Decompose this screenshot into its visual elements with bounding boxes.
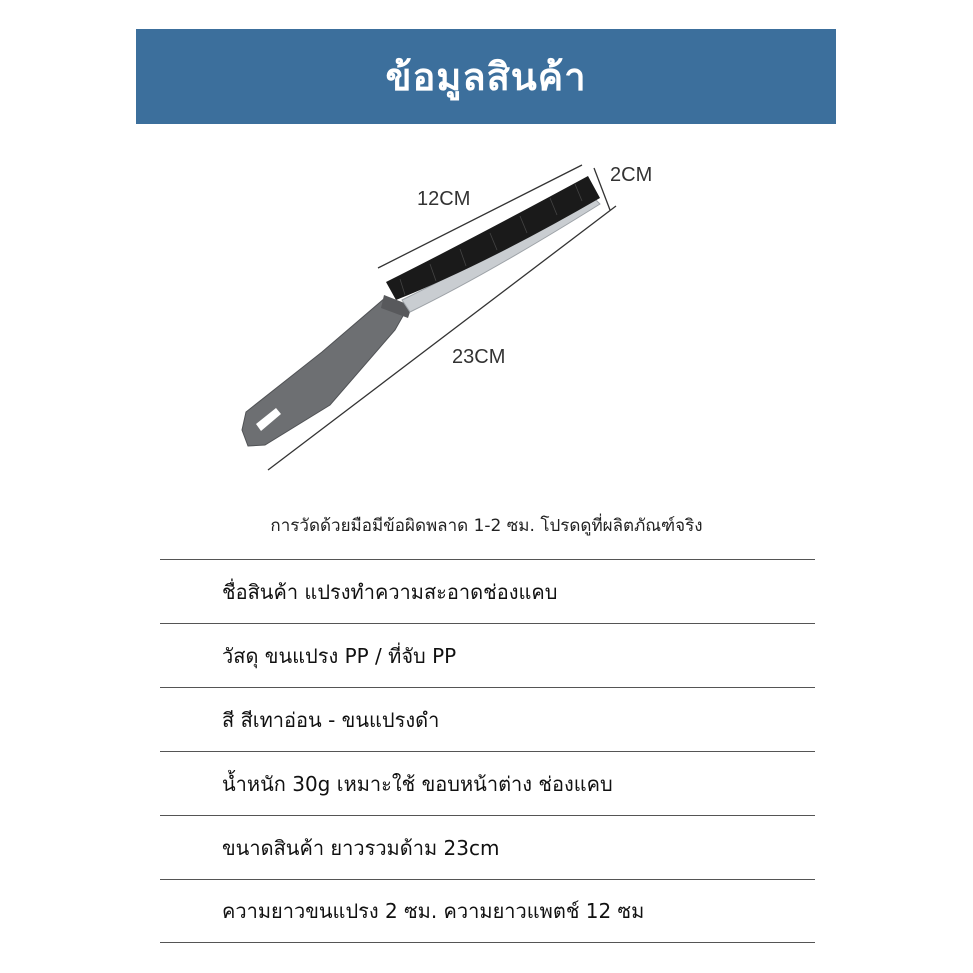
spec-row-color: สี สีเทาอ่อน - ขนแปรงดำ <box>160 687 815 751</box>
spec-row-weight: น้ำหนัก 30g เหมาะใช้ ขอบหน้าต่าง ช่องแคบ <box>160 751 815 815</box>
bristle-height-label: 2CM <box>610 164 653 186</box>
page-title: ข้อมูลสินค้า <box>385 55 587 99</box>
spec-row-material: วัสดุ ขนแปรง PP / ที่จับ PP <box>160 623 815 687</box>
spec-row-bristle-length: ความยาวขนแปรง 2 ซม. ความยาวแพตช์ 12 ซม <box>160 879 815 943</box>
total-length-label: 23CM <box>452 346 506 368</box>
spec-row-size: ขนาดสินค้า ยาวรวมด้าม 23cm <box>160 815 815 879</box>
patch-length-label: 12CM <box>417 188 471 210</box>
measurement-note: การวัดด้วยมือมีข้อผิดพลาด 1-2 ซม. โปรดดูที่ผลิตภัณฑ์จริง <box>270 516 703 536</box>
dimension-line-23cm <box>268 206 616 470</box>
spec-row-name: ชื่อสินค้า แปรงทำความสะอาดช่องแคบ <box>160 559 815 623</box>
spec-list <box>160 559 815 943</box>
